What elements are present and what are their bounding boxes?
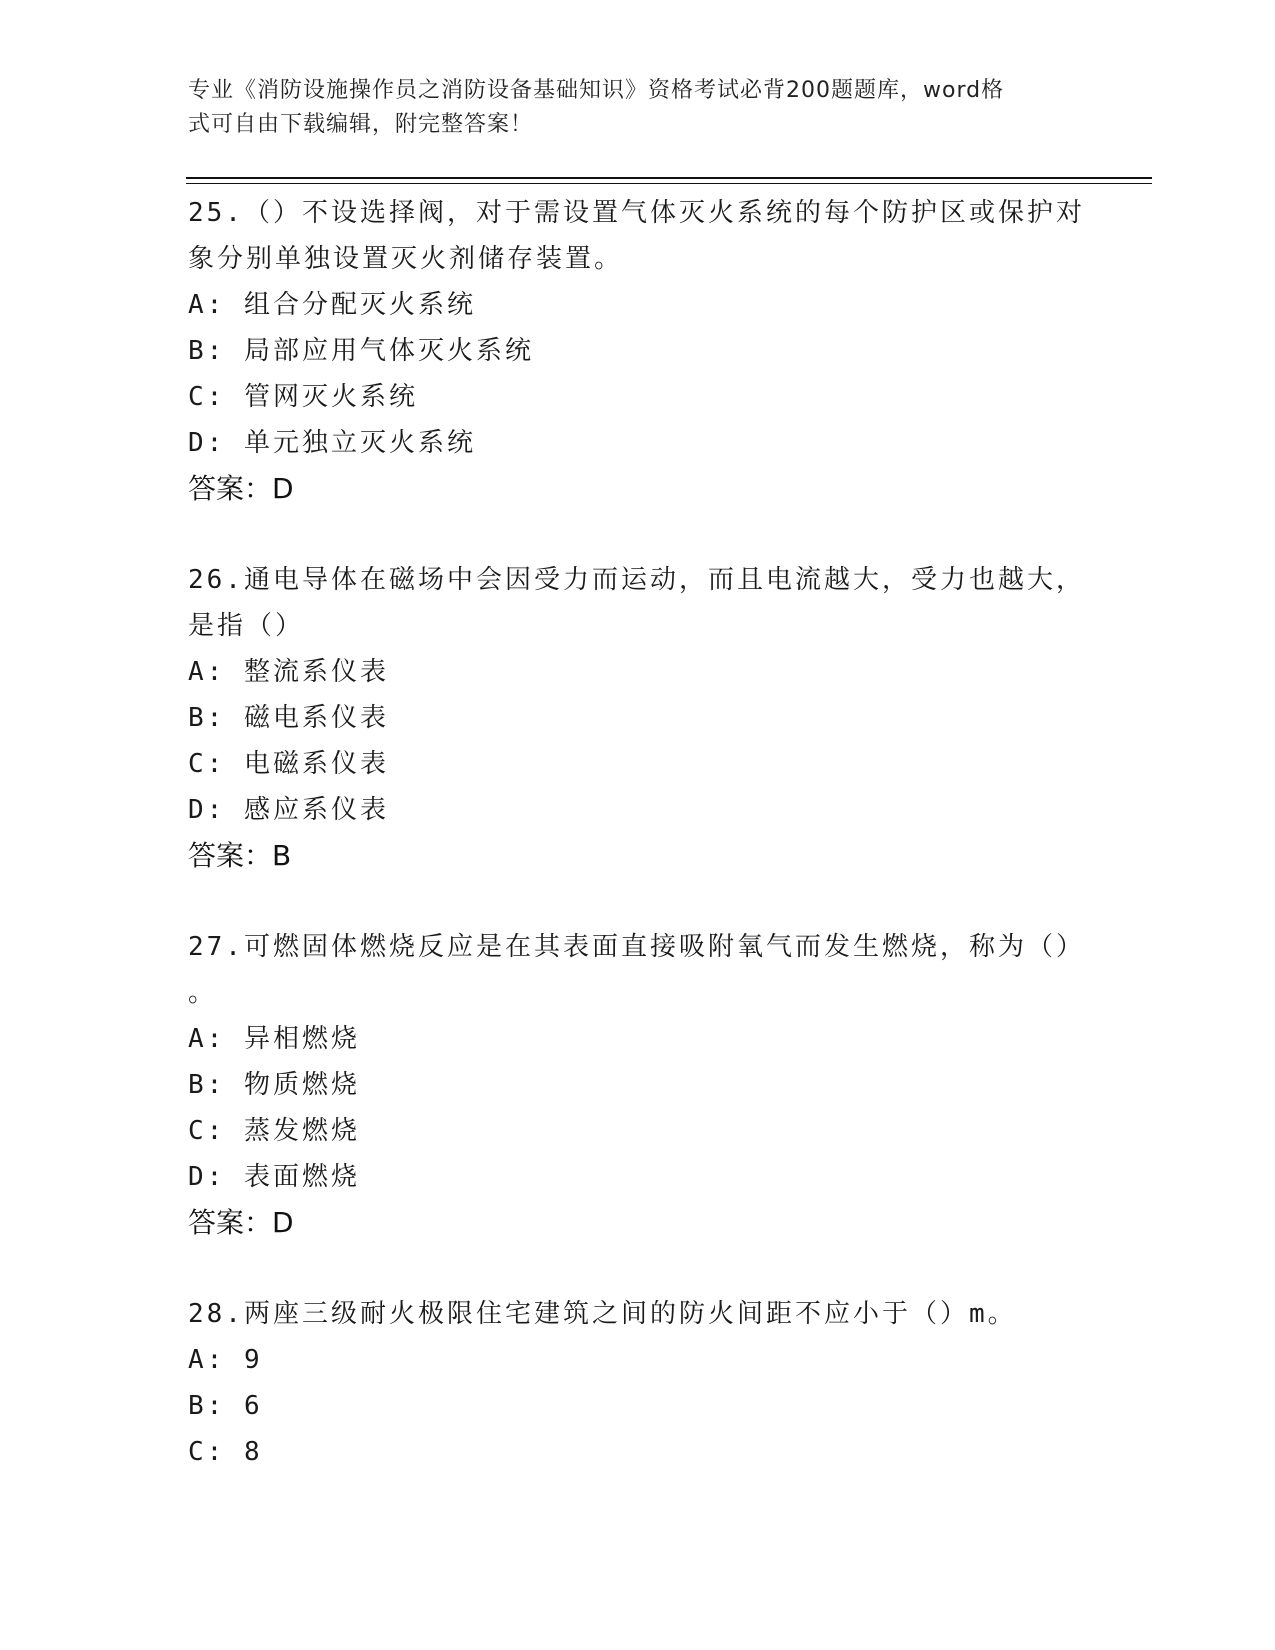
question-stem-line: 是指（） (188, 611, 305, 641)
question-stem-line: 。 (188, 978, 218, 1008)
question-stem-line: 25.（）不设选择阀，对于需设置气体灭火系统的每个防护区或保护对 (188, 198, 1085, 228)
option-b: B: 物质燃烧 (188, 1070, 360, 1100)
question-stem-line: 象分别单独设置灭火剂储存装置。 (188, 244, 624, 274)
option-d: D: 感应系仪表 (188, 795, 389, 825)
option-b: B: 6 (188, 1391, 263, 1421)
option-c: C: 蒸发燃烧 (188, 1116, 360, 1146)
option-c: C: 8 (188, 1437, 263, 1467)
header-divider-thin (186, 183, 1152, 184)
question-stem-line: 26.通电导体在磁场中会因受力而运动，而且电流越大，受力也越大， (188, 565, 1085, 595)
question-stem-line: 27.可燃固体燃烧反应是在其表面直接吸附氧气而发生燃烧，称为（） (188, 932, 1085, 962)
answer-line: 答案：D (188, 472, 294, 505)
option-d: D: 表面燃烧 (188, 1162, 360, 1192)
header-line-2: 式可自由下载编辑，附完整答案！ (188, 112, 534, 137)
question-25 (188, 190, 1088, 512)
option-d: D: 单元独立灭火系统 (188, 428, 476, 458)
answer-line: 答案：B (188, 839, 292, 872)
option-a: A: 组合分配灭火系统 (188, 290, 476, 320)
option-b: B: 磁电系仪表 (188, 703, 389, 733)
question-27 (188, 924, 1088, 1246)
question-stem-line: 28.两座三级耐火极限住宅建筑之间的防火间距不应小于（）m。 (188, 1299, 1017, 1329)
question-list (188, 190, 1088, 1520)
option-c: C: 管网灭火系统 (188, 382, 418, 412)
document-header (188, 74, 1068, 142)
header-divider-thick (186, 177, 1152, 179)
answer-line: 答案：D (188, 1206, 294, 1239)
option-b: B: 局部应用气体灭火系统 (188, 336, 534, 366)
header-line-1: 专业《消防设施操作员之消防设备基础知识》资格考试必背200题题库，word格 (188, 78, 1005, 103)
question-26 (188, 557, 1088, 879)
question-28 (188, 1291, 1088, 1475)
option-a: A: 异相燃烧 (188, 1024, 360, 1054)
option-a: A: 9 (188, 1345, 263, 1375)
option-a: A: 整流系仪表 (188, 657, 389, 687)
option-c: C: 电磁系仪表 (188, 749, 389, 779)
